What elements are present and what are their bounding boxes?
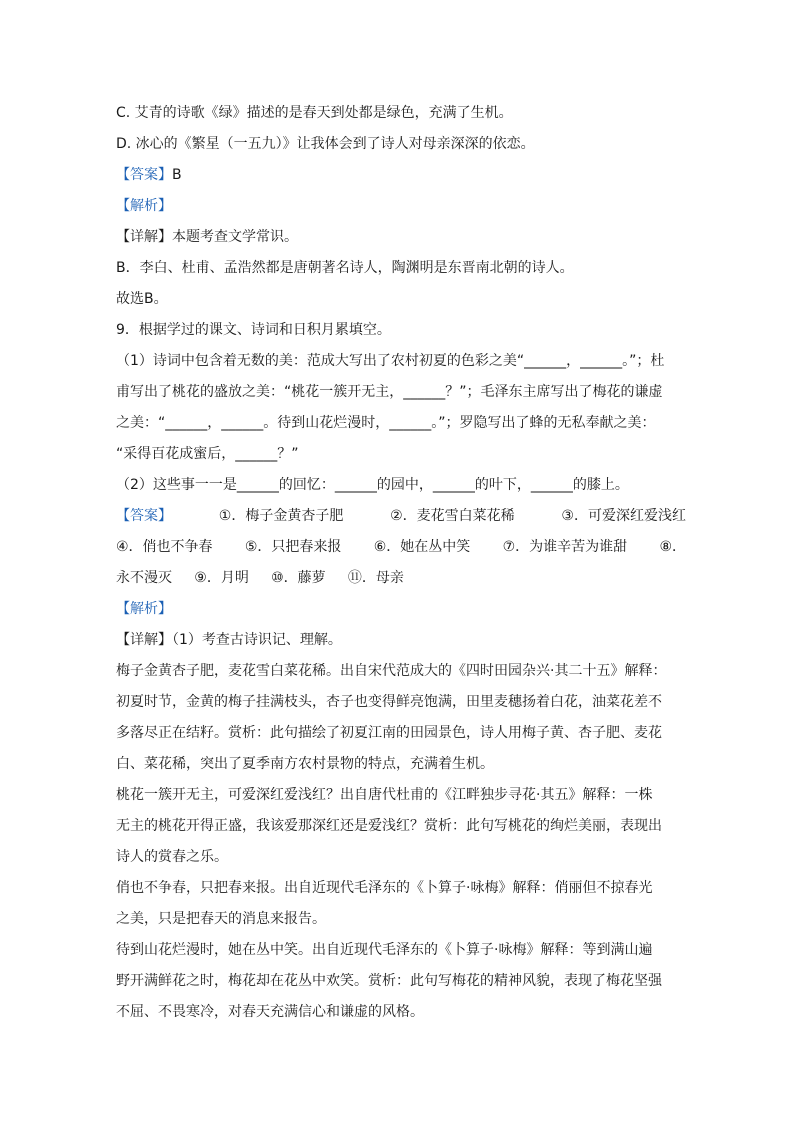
answer-item: ⑦．为谁辛苦为谁甜 (502, 539, 628, 555)
analysis-heading-2 (116, 594, 686, 625)
answer-item: ①．梅子金黄杏子肥 (218, 508, 344, 524)
option-d: D. 冰心的《繁星（一五九）》让我体会到了诗人对母亲深深的依恋。 (116, 136, 535, 152)
paragraph-line: 待到山花烂漫时，她在丛中笑。出自近现代毛泽东的《卜算子·咏梅》解释：等到满山遍 (116, 942, 653, 958)
paragraph-line: 不屈、不畏寒冷，对春天充满信心和谦虚的风格。 (116, 1004, 424, 1020)
answer-line-1 (116, 160, 686, 191)
explanation-b: B．李白、杜甫、孟浩然都是唐朝著名诗人，陶渊明是东晋南北朝的诗人。 (116, 260, 574, 276)
question-9-part2: （2）这些事一一是______的回忆：______的园中，______的叶下，______的膝上。 (116, 477, 629, 493)
answer-item: ⑩．藤萝 (271, 570, 326, 586)
document-page (116, 98, 686, 1028)
answer-item: ④．俏也不争春 (116, 539, 213, 555)
paragraph-line: 野开满鲜花之时，梅花却在花丛中欢笑。赏析：此句写梅花的精神风貌，表现了梅花坚强 (116, 973, 662, 989)
answer-item: ⑪．母亲 (347, 570, 404, 586)
detail-line-2 (116, 625, 686, 656)
detail-text: （1）考查古诗识记、理解。 (172, 632, 342, 648)
answer-item: ②．麦花雪白菜花稀 (390, 508, 515, 524)
analysis-heading-1 (116, 191, 686, 222)
answer-line-2-row2 (116, 532, 686, 563)
paragraph-line: 梅子金黄杏子肥，麦花雪白菜花稀。出自宋代范成大的《四时田园杂兴·其二十五》解释： (116, 663, 667, 679)
paragraph-line: 之美，只是把春天的消息来报告。 (116, 911, 326, 927)
answer-tag: 【答案】 (116, 167, 172, 183)
detail-tag: 【详解】 (116, 229, 172, 245)
option-c: C. 艾青的诗歌《绿》描述的是春天到处都是绿色，充满了生机。 (116, 105, 513, 121)
answer-line-2-row3 (116, 563, 686, 594)
answer-item: ⑤．只把春来报 (244, 539, 342, 555)
analysis-tag: 【解析】 (116, 601, 172, 617)
paragraph-line: 俏也不争春，只把春来报。出自近现代毛泽东的《卜算子·咏梅》解释：俏丽但不掠春光 (116, 880, 653, 896)
paragraph-line: 初夏时节，金黄的梅子挂满枝头，杏子也变得鲜亮饱满，田里麦穗扬着白花，油菜花差不 (116, 694, 662, 710)
detail-line-1 (116, 222, 686, 253)
answer-line-2-row1 (116, 501, 686, 532)
paragraph-line: 桃花一簇开无主，可爱深红爱浅红？出自唐代杜甫的《江畔独步寻花·其五》解释：一株 (116, 787, 653, 803)
answer-item: 永不漫灭 (116, 570, 172, 586)
answer-item: ⑧． (659, 539, 686, 555)
conclusion: 故选B。 (116, 291, 168, 307)
detail-tag: 【详解】 (116, 632, 172, 648)
answer-item: ⑨．月明 (194, 570, 249, 586)
paragraph-line: 白、菜花稀，突出了夏季南方农村景物的特点，充满着生机。 (116, 756, 494, 772)
question-9-part1-line1: （1）诗词中包含着无数的美：范成大写出了农村初夏的色彩之美“______，______。”；杜 (116, 353, 665, 369)
analysis-tag: 【解析】 (116, 198, 172, 214)
question-9-title: 9．根据学过的课文、诗词和日积月累填空。 (116, 322, 391, 338)
paragraph-line: 多落尽正在结籽。赏析：此句描绘了初夏江南的田园景色，诗人用梅子黄、杏子肥、麦花 (116, 725, 662, 741)
question-9-part1-line3: 之美：“______，______。待到山花烂漫时，______。”；罗隐写出了蜂的无私奉献之美： (116, 415, 656, 431)
paragraph-line: 无主的桃花开得正盛，我该爱那深红还是爱浅红？赏析：此句写桃花的绚烂美丽，表现出 (116, 818, 662, 834)
detail-text: 本题考查文学常识。 (172, 229, 298, 245)
question-9-part1-line2: 甫写出了桃花的盛放之美：“桃花一簇开无主，______？”；毛泽东主席写出了梅花的谦虚 (116, 384, 663, 400)
answer-value: B (172, 167, 182, 183)
question-9-part1-line4: “采得百花成蜜后，______？” (116, 446, 299, 462)
paragraph-line: 诗人的赏春之乐。 (116, 849, 228, 865)
answer-tag: 【答案】 (116, 508, 172, 524)
answer-item: ③．可爱深红爱浅红 (561, 508, 686, 524)
answer-item: ⑥．她在丛中笑 (373, 539, 471, 555)
